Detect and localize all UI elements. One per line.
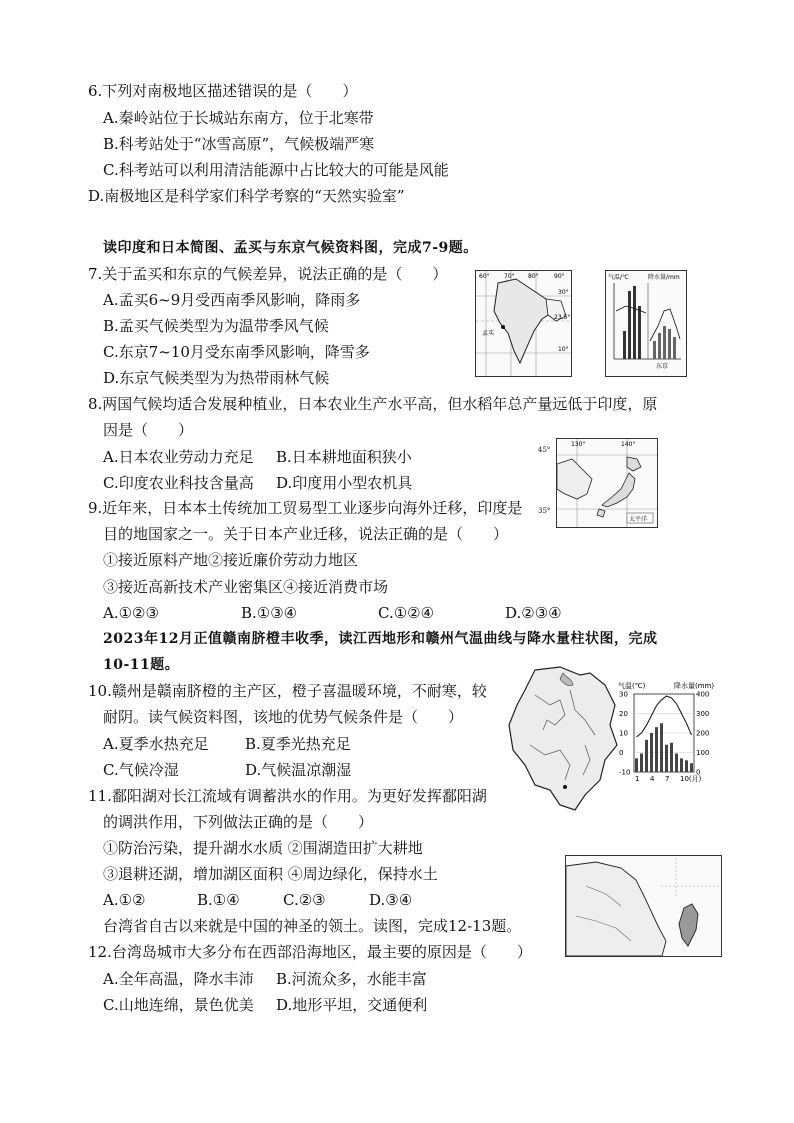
q6-option-b: B.科考站处于“冰雪高原”，气候极端严寒: [103, 135, 375, 153]
q8-stem-line2: 因是（ ）: [103, 421, 194, 439]
q7-option-b: B.孟买气候类型为为温带季风气候: [103, 317, 329, 335]
q12-option-a: A.全年高温，降水丰沛: [103, 970, 254, 988]
q10-stem-line1: 10.赣州是赣南脐橙的主产区，橙子喜温暖环境，不耐寒，较: [88, 682, 487, 700]
q9-option-a: A.①②③: [103, 604, 159, 622]
q11-option-b: B.①④: [197, 891, 240, 909]
india-map-place: 孟买: [482, 330, 495, 337]
india-map-lat-1: 30°: [558, 289, 569, 296]
precip-tick-label: 0: [696, 768, 701, 777]
q6-option-d: D.南极地区是科学家们科学考察的“天然实验室”: [88, 187, 405, 205]
ganzhou-temp-axis-title: 气温(℃): [618, 682, 646, 690]
month-tick-label: 1: [635, 775, 640, 783]
india-map: [475, 270, 572, 377]
q8-stem-line1: 8.两国气候均适合发展种植业，日本农业生产水平高，但水稻年总产量远低于印度，原: [88, 395, 658, 413]
japan-map-lat-2: 35°: [538, 507, 551, 515]
q7-option-a: A.孟买6~9月受西南季风影响，降雨多: [103, 291, 361, 309]
temp-tick-label: -10: [619, 768, 631, 777]
q8-option-c: C.印度农业科技含量高: [103, 474, 254, 492]
japan-map: [556, 438, 658, 528]
temp-tick-label: 0: [619, 749, 624, 757]
temp-tick-label: 30: [619, 690, 628, 699]
q6-option-a: A.秦岭站位于长城站东南方，位于北寒带: [103, 109, 374, 127]
precip-bar: [645, 740, 648, 772]
q7-option-c: C.东京7~10月受东南季风影响，降雪多: [103, 343, 370, 361]
q12-option-d: D.地形平坦，交通便利: [276, 996, 428, 1014]
temperature-line: [637, 696, 692, 737]
q11-option-d: D.③④: [369, 891, 413, 909]
japan-map-lon-2: 140°: [621, 441, 636, 448]
q9-option-d: D.②③④: [505, 604, 562, 622]
india-map-lon-4: 90°: [554, 273, 565, 280]
climate-chart-precip-axis: 降水量/mm: [648, 274, 680, 281]
precip-bar: [665, 745, 668, 772]
precip-tick-label: 400: [696, 690, 710, 699]
precip-tick-label: 300: [696, 710, 710, 718]
q11-statements-3-4: ③退耕还湖，增加湖区面积 ④周边绿化，保持水土: [103, 865, 438, 883]
ganzhou-precip-axis-title: 降水量(mm): [674, 682, 715, 690]
precip-bar: [680, 758, 683, 772]
climate-chart-temp-axis: 气温/℃: [608, 274, 629, 281]
india-map-lat-2: 23.5°: [554, 314, 571, 321]
q7-option-d: D.东京气候类型为为热带雨林气候: [103, 369, 330, 387]
q12-stem: 12.台湾岛城市大多分布在西部沿海地区，最主要的原因是（ ）: [88, 943, 532, 961]
jiangxi-terrain-map: [505, 665, 620, 815]
q8-option-d: D.印度用小型农机具: [276, 474, 413, 492]
intro-10-11-line1: 2023年12月正值赣南脐橙丰收季，读江西地形和赣州气温曲线与降水量柱状图，完成: [103, 631, 658, 647]
q12-option-b: B.河流众多，水能丰富: [276, 970, 427, 988]
q9-stem-line2: 目的地国家之一。关于日本产业迁移，说法正确的是（ ）: [103, 525, 509, 543]
q6-stem: 6.下列对南极地区描述错误的是（ ）: [88, 82, 358, 100]
q11-stem-line2: 的调洪作用，下列做法正确的是（ ）: [103, 813, 374, 831]
q10-option-a: A.夏季水热充足: [103, 735, 209, 753]
q10-option-c: C.气候冷湿: [103, 761, 179, 779]
month-tick-label: 4: [650, 775, 655, 783]
precip-bar: [675, 753, 678, 772]
q9-option-b: B.①③④: [241, 604, 298, 622]
temp-tick-label: 20: [619, 710, 628, 718]
temp-tick-label: 10: [619, 729, 628, 738]
india-map-lat-3: 10°: [558, 346, 569, 353]
precip-bar: [685, 760, 688, 772]
japan-map-lon-1: 130°: [571, 441, 586, 448]
q12-option-c: C.山地连绵，景色优美: [103, 996, 254, 1014]
q6-option-c: C.科考站可以利用清洁能源中占比较大的可能是风能: [103, 161, 449, 179]
precip-bar: [690, 763, 693, 772]
q11-statements-1-2: ①防治污染，提升湖水水质 ②围湖造田扩大耕地: [103, 839, 423, 857]
q9-option-c: C.①②④: [378, 604, 435, 622]
precip-bar: [640, 753, 643, 772]
q8-option-b: B.日本耕地面积狭小: [276, 448, 412, 466]
q9-stem-line1: 9.近年来，日本本土传统加工贸易型工业逐步向海外迁移，印度是: [88, 499, 523, 517]
precip-bar: [660, 723, 663, 772]
precip-tick-label: 100: [696, 749, 710, 757]
japan-map-ocean: 太平洋: [629, 516, 648, 523]
ganzhou-climate-chart: [618, 680, 723, 790]
q10-option-d: D.气候温凉潮湿: [245, 761, 352, 779]
climate-chart-city: 东京: [656, 363, 669, 370]
q11-stem-line1: 11.鄱阳湖对长江流域有调蓄洪水的作用。为更好发挥鄱阳湖: [88, 787, 487, 805]
precip-tick-label: 200: [696, 729, 710, 738]
india-map-lon-2: 70°: [504, 273, 515, 280]
india-map-lon-3: 80°: [528, 273, 539, 280]
month-tick-label: 10(月): [680, 775, 702, 783]
precip-bar: [635, 758, 638, 772]
q11-option-c: C.②③: [283, 891, 326, 909]
intro-12-13: 台湾省自古以来就是中国的神圣的领土。读图，完成12-13题。: [103, 917, 522, 935]
japan-map-lat-1: 45°: [538, 446, 551, 454]
q7-stem: 7.关于孟买和东京的气候差异，说法正确的是（ ）: [88, 265, 448, 283]
climate-chart-mumbai-tokyo: [605, 270, 687, 377]
q11-option-a: A.①②: [103, 891, 146, 909]
india-map-lon-1: 60°: [479, 273, 490, 280]
ganzhou-chart-svg: [618, 680, 723, 790]
precip-bar: [655, 727, 658, 772]
q8-option-a: A.日本农业劳动力充足: [103, 448, 254, 466]
intro-7-9: 读印度和日本简图、孟买与东京气候资料图，完成7-9题。: [103, 240, 478, 256]
precip-bar: [650, 733, 653, 772]
q9-statements-3-4: ③接近高新技术产业密集区④接近消费市场: [103, 578, 389, 596]
q10-option-b: B.夏季光热充足: [245, 735, 351, 753]
taiwan-map: [565, 855, 722, 957]
month-tick-label: 7: [665, 775, 670, 783]
q10-stem-line2: 耐阴。读气候资料图，该地的优势气候条件是（ ）: [103, 708, 464, 726]
precip-bar: [670, 743, 673, 772]
q9-statements-1-2: ①接近原料产地②接近廉价劳动力地区: [103, 551, 359, 569]
intro-10-11-line2: 10-11题。: [103, 657, 180, 673]
